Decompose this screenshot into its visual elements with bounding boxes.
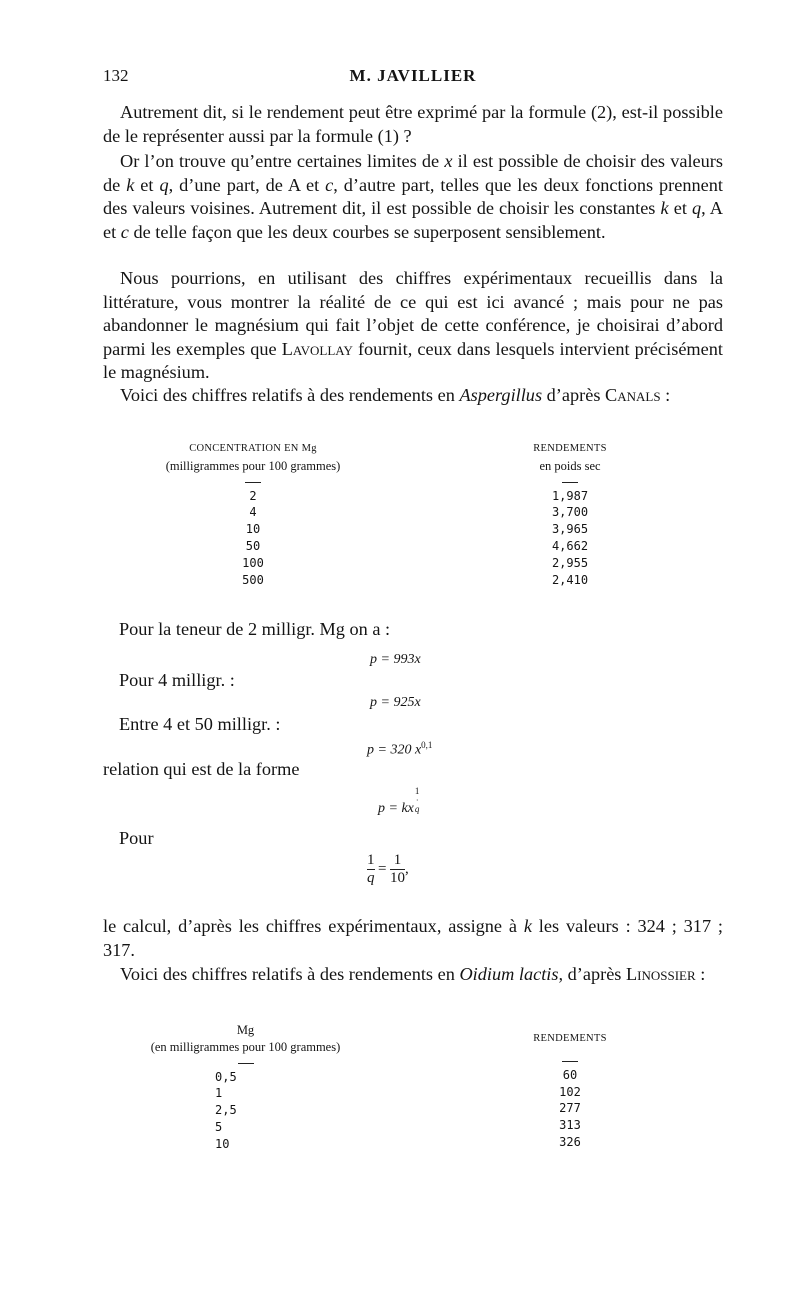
p2-var-x: x — [444, 151, 453, 171]
table-cell: 4 — [249, 505, 257, 520]
p5-var-k: k — [523, 916, 532, 936]
p5-text-a: le calcul, d’après les chiffres expérimentaux, assigne à — [103, 916, 524, 936]
paragraph-1 — [103, 101, 723, 148]
p2-text-f: et — [668, 198, 692, 218]
p2-text-c: et — [134, 174, 160, 195]
math-line-1: Pour la teneur de 2 milligr. Mg on a : — [119, 619, 391, 639]
math-line-2: Pour 4 milligr. : — [119, 670, 235, 690]
table-cell: 3,965 — [551, 522, 589, 537]
equation-5 — [367, 852, 409, 887]
fraction-2-den: 10 — [389, 870, 405, 886]
organism-aspergillus: Aspergillus — [459, 385, 543, 405]
fraction-2-num: 1 — [393, 852, 402, 868]
p5-text-b: les valeurs : 324 ; 317 ; 317. — [103, 916, 724, 960]
p3-text-a: Nous pourrions, en utilisant des chiffres expérimentaux recueillis dans la littérature, vous montrer la réalité de ce qui est ici avancé ; mais pour ne pas abandonner le magnésium qui fait l’objet de cette conférence, je choisirai d’abord parmi les exemples que — [103, 268, 723, 359]
p6-text-b: d’après — [563, 964, 626, 984]
p2-text-d: , d’une part, de A et — [168, 174, 326, 195]
p2-var-c: c — [325, 174, 334, 195]
table2-col-rendements — [500, 1022, 640, 1151]
page-number: 132 — [103, 66, 129, 85]
page-header — [103, 66, 723, 90]
table-cell: 1 — [215, 1086, 223, 1101]
author-canals: Canals — [605, 385, 661, 405]
table-cell: 2,955 — [551, 555, 589, 570]
equation-3-base: p = 320 x — [367, 742, 422, 758]
table1-col-concentration — [128, 441, 378, 588]
paragraph-5 — [103, 915, 723, 962]
table-cell: 50 — [245, 538, 261, 553]
table2-col2-values — [500, 1067, 640, 1151]
math-line-5: Pour — [119, 828, 154, 848]
p2-text-h: de telle façon que les deux courbes se superposent sensiblement. — [128, 221, 606, 242]
table-cell: 0,5 — [215, 1069, 237, 1084]
table-cell: 10 — [215, 1136, 230, 1151]
p2-text-a: Or l’on trouve qu’entre certaines limites de — [120, 151, 445, 171]
table-cell: 2,410 — [551, 572, 589, 587]
table1-col2-subheader: en poids sec — [539, 458, 601, 473]
equation-2: p = 925x — [370, 695, 421, 710]
table-cell: 5 — [215, 1119, 223, 1134]
table-cell: 313 — [559, 1118, 581, 1133]
p2-var-q: q — [159, 174, 169, 195]
equation-1: p = 993x — [370, 652, 421, 667]
table-cell: 3,700 — [551, 505, 589, 520]
author-lavollay: Lavollay — [281, 338, 353, 359]
fraction-1-over-10 — [390, 852, 405, 887]
table1-col1-header: CONCENTRATION EN Mg — [189, 443, 317, 454]
p2-var-k: k — [126, 174, 135, 195]
table-cell: 500 — [242, 572, 264, 587]
p2-var-c2: c — [120, 221, 129, 242]
paragraph-4 — [103, 384, 723, 408]
fraction-1-num: 1 — [367, 852, 375, 868]
paragraph-1-text: Autrement dit, si le rendement peut être exprimé par la formule (2), est-il possible de le représenter aussi par la formule (1) ? — [103, 102, 723, 146]
paragraph-6 — [103, 963, 723, 987]
table1-col1-dash — [245, 482, 261, 483]
table-cell: 10 — [245, 522, 261, 537]
table-cell: 326 — [559, 1134, 581, 1149]
table2-col-mg — [113, 1022, 378, 1153]
p2-text-b: il est possible de choisir des valeurs de — [103, 151, 723, 195]
equation-4-base: p = kx — [378, 801, 414, 816]
table-cell: 2,5 — [215, 1103, 237, 1118]
p2-text-g: , A et — [103, 198, 723, 242]
paragraph-2 — [103, 150, 723, 244]
table-cell: 277 — [559, 1101, 581, 1116]
p4-text-b: d’après — [542, 385, 606, 405]
p2-var-q2: q — [692, 198, 702, 218]
table1-col2-dash — [562, 482, 578, 483]
running-title: M. JAVILLIER — [349, 66, 477, 85]
author-linossier: Linossier — [626, 964, 696, 984]
table1-col2-values — [500, 488, 640, 589]
equation-4-exp-num: 1 — [414, 786, 420, 796]
fraction-1-den: q — [367, 870, 375, 886]
table2-col2-dash — [562, 1061, 578, 1062]
equation-4-exponent: 1 · q — [414, 786, 420, 814]
table-cell: 60 — [562, 1067, 578, 1082]
organism-oidium: Oidium lactis, — [459, 964, 564, 984]
table-cell: 1,987 — [551, 488, 589, 503]
table2-col1-subheader: (en milligrammes pour 100 grammes) — [150, 1039, 341, 1054]
table1-col2-header: RENDEMENTS — [533, 443, 607, 454]
table1-col1-subheader: (milligrammes pour 100 grammes) — [165, 458, 341, 473]
p2-var-k2: k — [660, 198, 669, 218]
equals-sign: = — [378, 861, 387, 877]
paragraph-3 — [103, 267, 723, 385]
table-cell: 102 — [559, 1084, 581, 1099]
p6-text-c: : — [695, 964, 706, 984]
table2-col1-header: Mg — [236, 1023, 255, 1037]
p3-text-b: fournit, ceux dans lesquels intervient précisément le magnésium. — [103, 338, 723, 382]
table2-col1-values — [215, 1069, 275, 1153]
math-line-4: relation qui est de la forme — [103, 759, 300, 779]
fraction-1-over-q — [367, 852, 375, 887]
table2-col2-header: RENDEMENTS — [533, 1033, 607, 1044]
math-line-3: Entre 4 et 50 milligr. : — [119, 714, 281, 734]
table-cell: 4,662 — [551, 538, 589, 553]
equation-3-exponent: 0,1 — [421, 740, 433, 750]
table-cell: 2 — [249, 488, 257, 503]
equation-3 — [367, 740, 432, 759]
table1-col-rendements — [500, 441, 640, 588]
p4-text-a: Voici des chiffres relatifs à des rendements en — [120, 385, 460, 405]
p2-text-e: , d’autre part, telles que les deux fonctions prennent des valeurs voisines. Autrement dit, il est possible de choisir les constantes — [103, 174, 724, 218]
table-cell: 100 — [242, 555, 264, 570]
table2-col1-dash — [238, 1063, 254, 1064]
equation-4 — [378, 787, 419, 814]
p6-text-a: Voici des chiffres relatifs à des rendements en — [120, 964, 460, 984]
equation-4-exp-den: q — [414, 804, 420, 814]
table1-col1-values — [128, 488, 378, 589]
equation-5-comma: , — [404, 861, 409, 877]
p4-text-c: : — [660, 385, 671, 405]
